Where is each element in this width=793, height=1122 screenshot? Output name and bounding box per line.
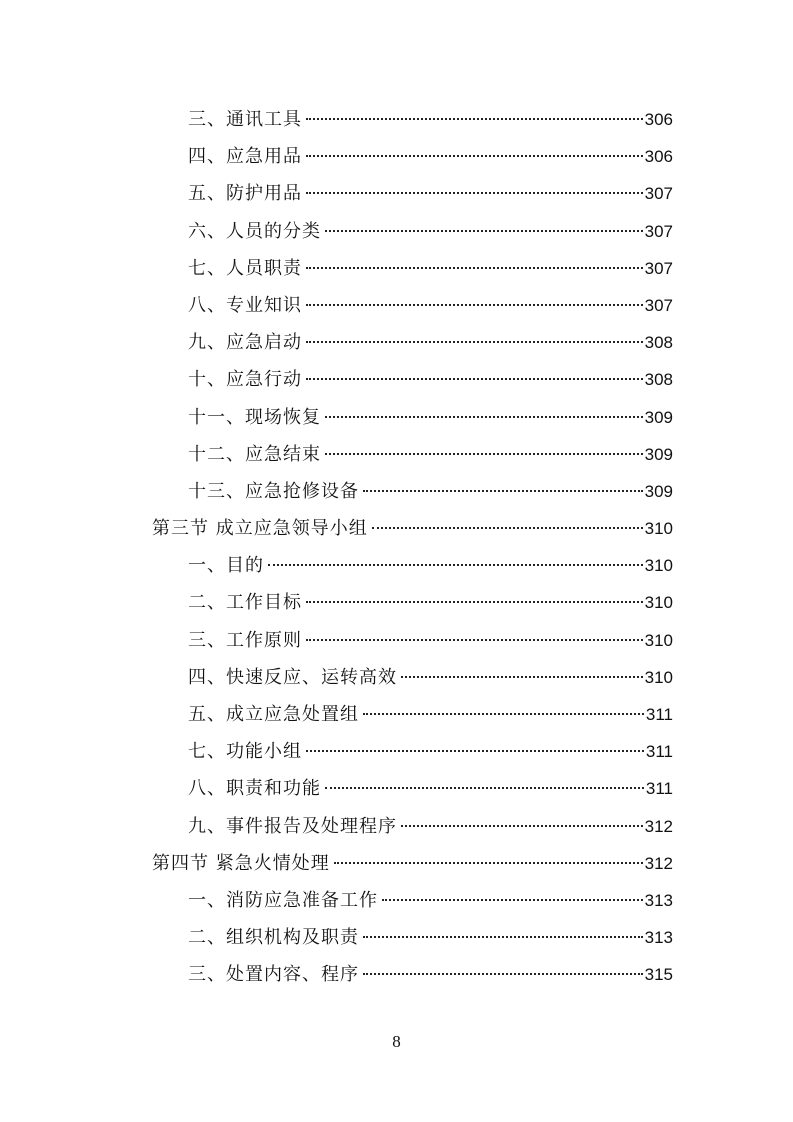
toc-entry[interactable] xyxy=(188,138,673,175)
toc-entry-page: 313 xyxy=(644,928,673,948)
toc-entry-title: 三、工作原则 xyxy=(188,629,302,651)
toc-dot-leader xyxy=(334,862,643,864)
toc-entry-page: 309 xyxy=(644,481,673,501)
toc-entry[interactable] xyxy=(188,436,673,473)
toc-entry-title: 十二、应急结束 xyxy=(188,443,321,465)
toc-dot-leader xyxy=(306,304,643,306)
toc-entry-page: 307 xyxy=(644,221,673,241)
toc-entry-title: 九、应急启动 xyxy=(188,332,302,354)
toc-entry-page: 310 xyxy=(644,630,673,650)
toc-entry[interactable] xyxy=(188,361,673,398)
toc-entry[interactable] xyxy=(188,324,673,361)
toc-dot-leader xyxy=(363,973,643,975)
toc-entry[interactable] xyxy=(188,175,673,212)
toc-entry-page: 311 xyxy=(645,779,673,799)
toc-entry[interactable] xyxy=(188,250,673,287)
toc-entry-page: 311 xyxy=(645,742,673,762)
toc-entry-title: 八、职责和功能 xyxy=(188,778,321,800)
toc-entry[interactable] xyxy=(188,733,673,770)
page-number: 8 xyxy=(392,1032,401,1051)
toc-entry[interactable] xyxy=(188,770,673,807)
toc-entry-title: 十一、现场恢复 xyxy=(188,406,321,428)
toc-entry-page: 312 xyxy=(644,816,673,836)
toc-entry[interactable] xyxy=(188,213,673,250)
toc-entry-page: 311 xyxy=(645,705,673,724)
toc-entry-page: 308 xyxy=(644,370,673,390)
toc-dot-leader xyxy=(306,341,643,343)
toc-entry-title: 二、工作目标 xyxy=(188,592,302,614)
toc-entry-page: 313 xyxy=(644,890,673,910)
toc-dot-leader xyxy=(382,899,643,901)
toc-dot-leader xyxy=(401,825,643,827)
toc-dot-leader xyxy=(306,118,643,120)
toc-section-entry[interactable] xyxy=(152,845,673,882)
toc-entry-page: 309 xyxy=(644,444,673,464)
toc-entry[interactable] xyxy=(188,808,673,845)
toc-dot-leader xyxy=(268,564,643,566)
toc-entry-page: 312 xyxy=(644,853,673,873)
toc-entry[interactable] xyxy=(188,584,673,621)
toc-dot-leader xyxy=(363,713,644,715)
toc-entry-page: 310 xyxy=(644,667,673,687)
toc-entry-page: 307 xyxy=(644,295,673,315)
toc-entry-page: 306 xyxy=(644,147,673,167)
toc-entry-title: 二、组织机构及职责 xyxy=(188,927,359,949)
toc-entry-page: 310 xyxy=(644,556,673,576)
toc-dot-leader xyxy=(306,601,643,603)
toc-entry[interactable] xyxy=(188,101,673,138)
toc-entry[interactable] xyxy=(188,287,673,324)
toc-entry-title: 第三节 成立应急领导小组 xyxy=(152,518,368,540)
toc-entry[interactable] xyxy=(188,882,673,919)
toc-entry-title: 六、人员的分类 xyxy=(188,220,321,242)
toc-entry-title: 十三、应急抢修设备 xyxy=(188,480,359,502)
toc-entry-title: 十、应急行动 xyxy=(188,369,302,391)
toc-entry-title: 七、人员职责 xyxy=(188,257,302,279)
toc-entry-title: 一、消防应急准备工作 xyxy=(188,889,378,911)
toc-entry-title: 七、功能小组 xyxy=(188,741,302,763)
toc-dot-leader xyxy=(306,639,643,641)
toc-entry-title: 三、处置内容、程序 xyxy=(188,964,359,986)
toc-entry[interactable] xyxy=(188,696,673,733)
toc-entry[interactable] xyxy=(188,919,673,956)
toc-dot-leader xyxy=(325,453,643,455)
toc-dot-leader xyxy=(372,527,643,529)
toc-entry-title: 四、应急用品 xyxy=(188,146,302,168)
toc-entry[interactable] xyxy=(188,956,673,993)
toc-entry[interactable] xyxy=(188,659,673,696)
toc-dot-leader xyxy=(306,750,644,752)
toc-entry-title: 九、事件报告及处理程序 xyxy=(188,815,397,837)
toc-section-entry[interactable] xyxy=(152,510,673,547)
toc-entry-title: 五、防护用品 xyxy=(188,183,302,205)
toc-entry-page: 306 xyxy=(644,110,673,129)
toc-entry-title: 第四节 紧急火情处理 xyxy=(152,852,330,874)
toc-entry[interactable] xyxy=(188,473,673,510)
toc-entry-page: 310 xyxy=(644,593,673,613)
toc-entry-page: 307 xyxy=(644,258,673,278)
toc-dot-leader xyxy=(363,936,643,938)
toc-entry-page: 310 xyxy=(644,519,673,539)
toc-entry[interactable] xyxy=(188,399,673,436)
toc-entry-title: 四、快速反应、运转高效 xyxy=(188,666,397,688)
toc-dot-leader xyxy=(363,490,643,492)
toc-entry-title: 一、目的 xyxy=(188,555,264,577)
toc-entry-page: 309 xyxy=(644,407,673,427)
toc-entry-title: 三、通讯工具 xyxy=(188,109,302,130)
toc-dot-leader xyxy=(306,155,643,157)
toc-entry[interactable] xyxy=(188,622,673,659)
toc-entry-page: 315 xyxy=(644,965,673,985)
toc-dot-leader xyxy=(325,230,643,232)
toc-dot-leader xyxy=(306,378,643,380)
toc-dot-leader xyxy=(401,676,643,678)
toc-dot-leader xyxy=(325,416,643,418)
toc-dot-leader xyxy=(306,267,643,269)
toc-entry-title: 八、专业知识 xyxy=(188,294,302,316)
toc-entry-title: 五、成立应急处置组 xyxy=(188,704,359,725)
toc-entry-page: 308 xyxy=(644,333,673,353)
toc-entry-page: 307 xyxy=(644,184,673,204)
toc-entry[interactable] xyxy=(188,547,673,584)
toc-dot-leader xyxy=(325,787,644,789)
table-of-contents xyxy=(0,101,793,994)
toc-dot-leader xyxy=(306,192,643,194)
